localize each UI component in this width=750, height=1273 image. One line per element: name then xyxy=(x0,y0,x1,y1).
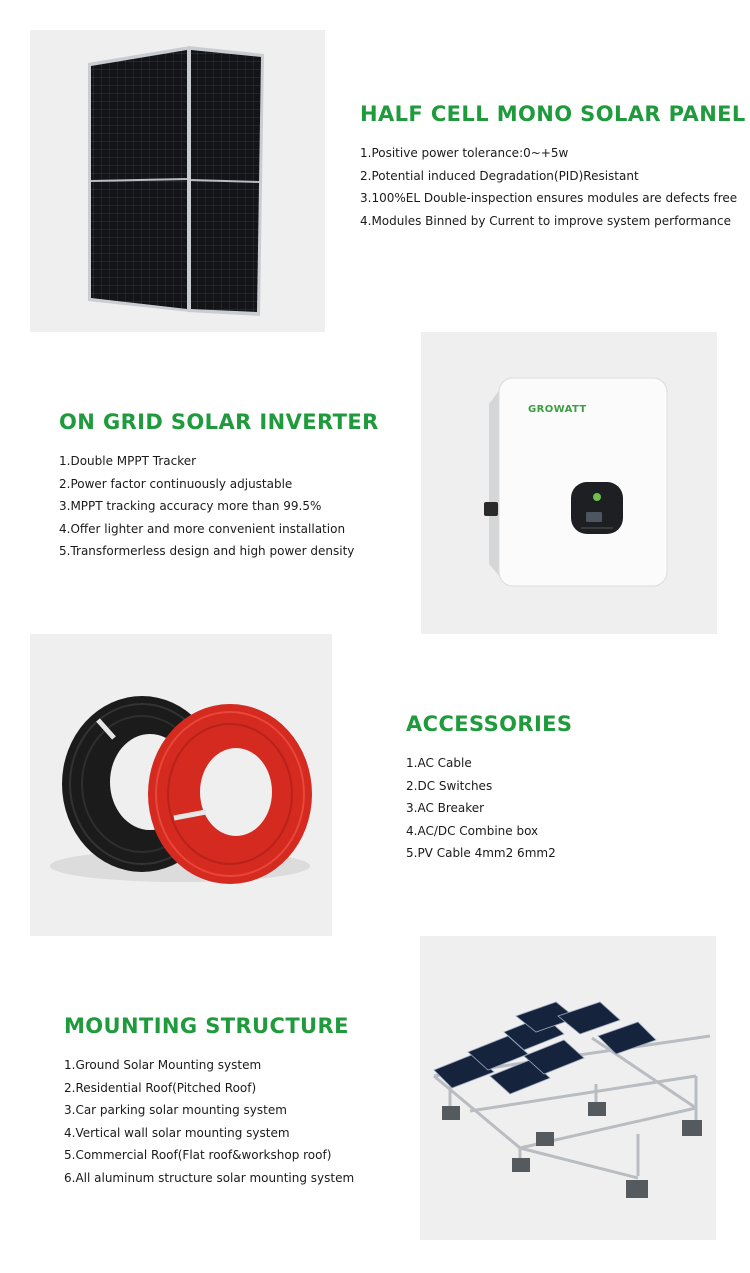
list-item: 2.DC Switches xyxy=(406,778,493,793)
solar-panel-info xyxy=(360,102,746,232)
inverter-title: ON GRID SOLAR INVERTER xyxy=(59,410,379,434)
inverter-features xyxy=(59,450,379,563)
mounting-features xyxy=(64,1054,354,1190)
list-item: 3.AC Breaker xyxy=(406,801,485,816)
list-item: 3.MPPT tracking accuracy more than 99.5% xyxy=(59,499,322,514)
list-item: 5.PV Cable 4mm2 6mm2 xyxy=(406,846,556,861)
mounting-image xyxy=(420,936,716,1240)
accessories-features xyxy=(406,752,572,865)
list-item: 6.All aluminum structure solar mounting system xyxy=(64,1170,355,1185)
list-item: 4.Vertical wall solar mounting system xyxy=(64,1125,290,1140)
solar-panel-section xyxy=(0,0,750,332)
list-item: 1.Ground Solar Mounting system xyxy=(64,1058,262,1072)
list-item: 1.Positive power tolerance:0~+5w xyxy=(360,146,569,160)
mounting-title: MOUNTING STRUCTURE xyxy=(64,1014,349,1038)
mounting-section xyxy=(0,936,750,1240)
list-item: 1.Double MPPT Tracker xyxy=(59,454,197,468)
solar-panel-title: HALF CELL MONO SOLAR PANEL xyxy=(360,102,746,126)
list-item: 3.100%EL Double-inspection ensures modules are defects free xyxy=(360,191,738,206)
list-item: 2.Potential induced Degradation(PID)Resistant xyxy=(360,168,639,183)
list-item: 5.Commercial Roof(Flat roof&workshop roof) xyxy=(64,1148,332,1163)
solar-panel-features xyxy=(360,142,746,232)
mounting-info xyxy=(64,1014,354,1190)
accessories-title: ACCESSORIES xyxy=(406,712,573,736)
growatt-logo: GROWATT xyxy=(528,404,587,415)
inverter-section xyxy=(0,332,750,634)
list-item: 4.AC/DC Combine box xyxy=(406,823,539,838)
inverter-info xyxy=(59,410,379,563)
list-item: 4.Offer lighter and more convenient installation xyxy=(59,521,346,536)
list-item: 4.Modules Binned by Current to improve system performance xyxy=(360,213,732,228)
accessories-section xyxy=(0,634,750,936)
list-item: 2.Residential Roof(Pitched Roof) xyxy=(64,1080,257,1095)
list-item: 1.AC Cable xyxy=(406,756,472,770)
list-item: 3.Car parking solar mounting system xyxy=(64,1103,287,1118)
list-item: 5.Transformerless design and high power density xyxy=(59,544,355,559)
cable-image xyxy=(30,634,332,936)
accessories-info xyxy=(406,712,572,865)
list-item: 2.Power factor continuously adjustable xyxy=(59,476,293,491)
inverter-image xyxy=(421,332,717,634)
solar-panel-image xyxy=(30,30,325,332)
